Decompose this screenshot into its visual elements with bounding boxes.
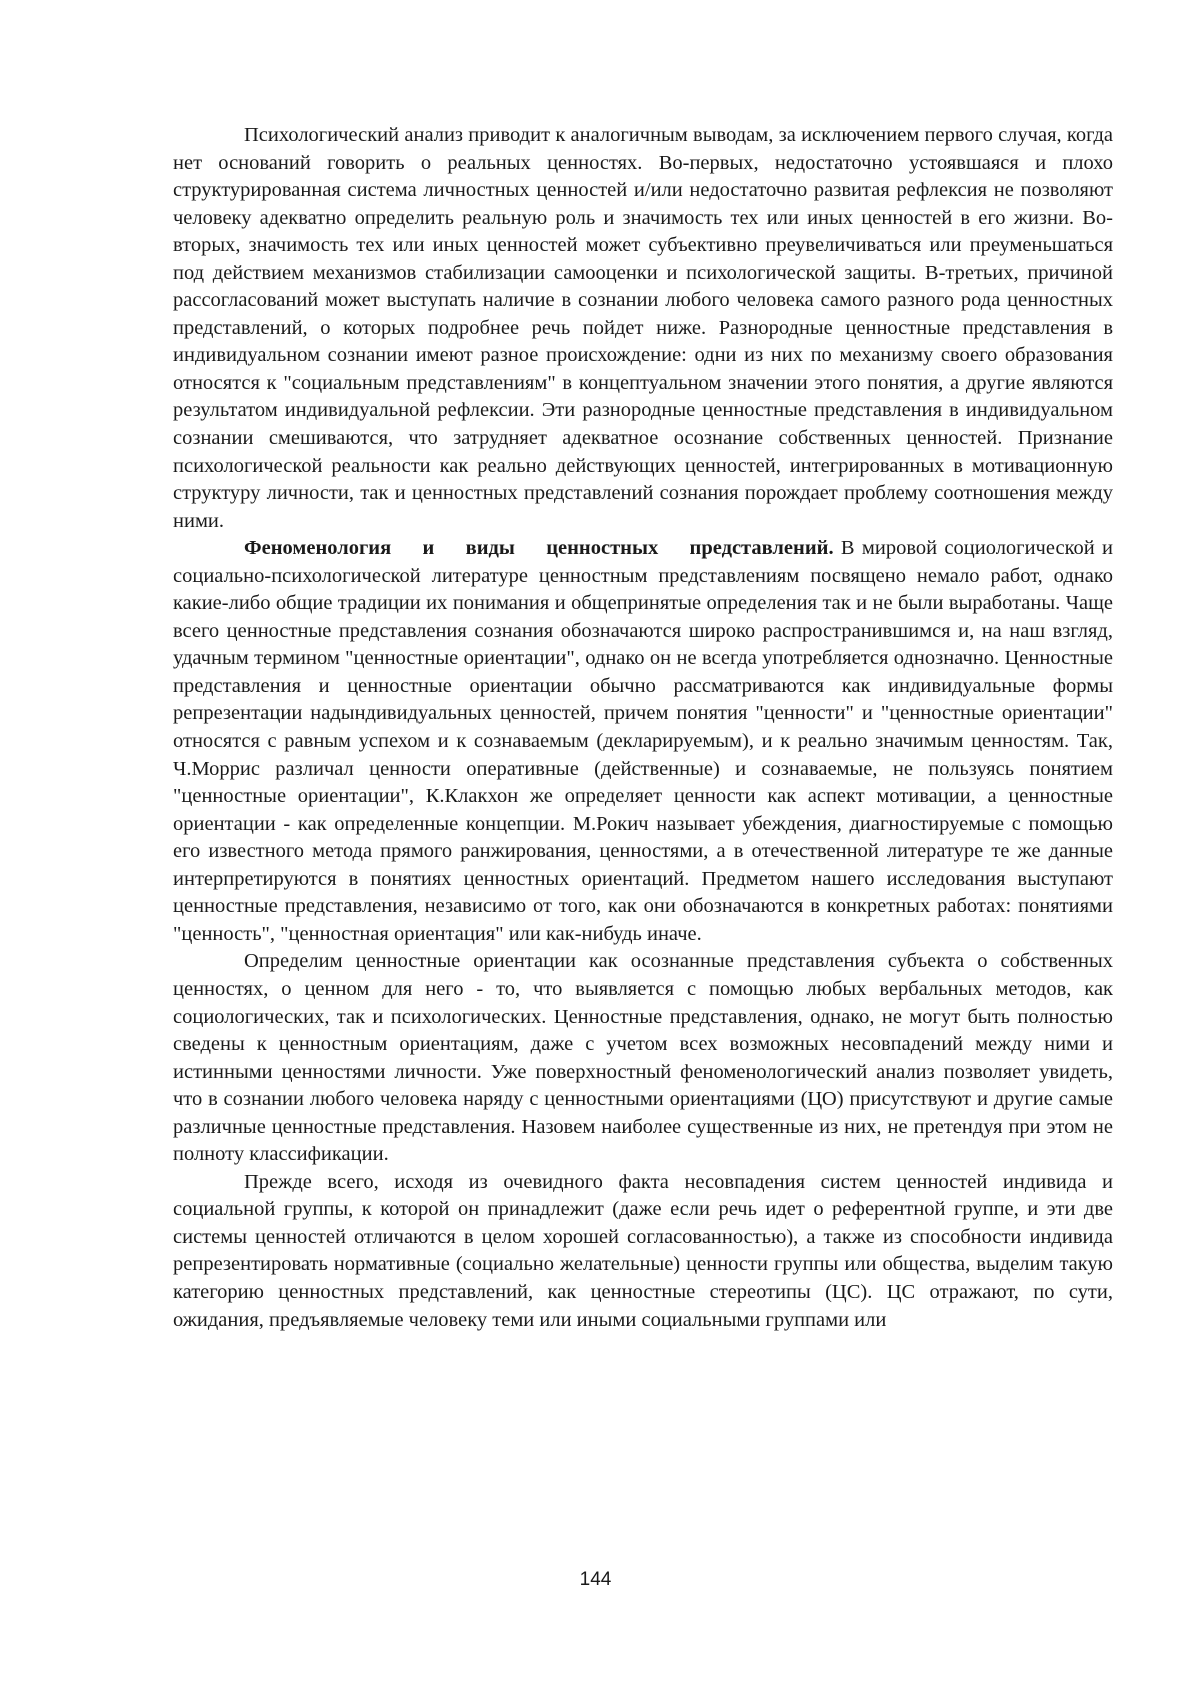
paragraph-1: Психологический анализ приводит к аналогичным выводам, за исключением первого случая, когда нет оснований говорить о реальных ценностях. Во-первых, недостаточно устоявшаяся и плохо структурированная система личностных ценностей и/или недостаточно развитая рефлексия не позволяют человеку адекватно определить реальную роль и значимость тех или иных ценностей в его жизни. Во-вторых, значимость тех или иных ценностей может субъективно преувеличиваться или преуменьшаться под действием механизмов стабилизации самооценки и психологической защиты. В-третьих, причиной рассогласований может выступать наличие в сознании любого человека самого разного рода ценностных представлений, о которых подробнее речь пойдет ниже. Разнородные ценностные представления в индивидуальном сознании имеют разное происхождение: одни из них по механизму своего образования относятся к "социальным представлениям" в концептуальном значении этого понятия, а другие являются результатом индивидуальной рефлексии. Эти разнородные ценностные представления в индивидуальном сознании смешиваются, что затрудняет адекватное осознание собственных ценностей. Признание психологической реальности как реально действующих ценностей, интегрированных в мотивационную структуру личности, так и ценностных представлений сознания порождает проблему соотношения между ними. <box>173 124 1113 532</box>
document-page <box>173 122 1113 1334</box>
paragraph-3: Определим ценностные ориентации как осознанные представления субъекта о собственных ценностях, о ценном для него - то, что выявляется с помощью любых вербальных методов, как социологических, так и психологических. Ценностные представления, однако, не могут быть полностью сведены к ценностным ориентациям, даже с учетом всех возможных несовпадений между ними и истинными ценностями личности. Уже поверхностный феноменологический анализ позволяет увидеть, что в сознании любого человека наряду с ценностными ориентациями (ЦО) присутствуют и другие самые различные ценностные представления. Назовем наиболее существенные из них, не претендуя при этом не полноту классификации. <box>173 950 1113 1166</box>
paragraph-2-body: В мировой социологической и социально-психологической литературе ценностным представлениям посвящено немало работ, однако какие-либо общие традиции их понимания и общепринятые определения так и не были выработаны. Чаще всего ценностные представления сознания обозначаются широко распространившимся и, на наш взгляд, удачным термином "ценностные ориентации", однако он не всегда употребляется однозначно. Ценностные представления и ценностные ориентации обычно рассматриваются как индивидуальные формы репрезентации надындивидуальных ценностей, причем понятия "ценности" и "ценностные ориентации" относятся с равным успехом и к сознаваемым (декларируемым), и к реально значимым ценностям. Так, Ч.Моррис различал ценности оперативные (действенные) и сознаваемые, не пользуясь понятием "ценностные ориентации", К.Клакхон же определяет ценности как аспект мотивации, а ценностные ориентации - как определенные концепции. М.Рокич называет убеждения, диагностируемые с помощью его известного метода прямого ранжирования, ценностями, а в отечественной литературе те же данные интерпретируются в понятиях ценностных ориентаций. Предметом нашего исследования выступают ценностные представления, независимо от того, как они обозначаются в конкретных работах: понятиями "ценность", "ценностная ориентация" или как-нибудь иначе. <box>173 537 1113 945</box>
paragraph-4: Прежде всего, исходя из очевидного факта несовпадения систем ценностей индивида и социальной группы, к которой он принадлежит (даже если речь идет о референтной группе, и эти две системы ценностей отличаются в целом хорошей согласованностью), а также из способности индивида репрезентировать нормативные (социально желательные) ценности группы или общества, выделим такую категорию ценностных представлений, как ценностные стереотипы (ЦС). ЦС отражают, по сути, ожидания, предъявляемые человеку теми или иными социальными группами или <box>173 1170 1113 1331</box>
section-heading: Феноменология и виды ценностных представлений. <box>244 537 834 560</box>
paragraph-2 <box>173 535 1113 948</box>
page-number: 144 <box>579 1569 612 1590</box>
